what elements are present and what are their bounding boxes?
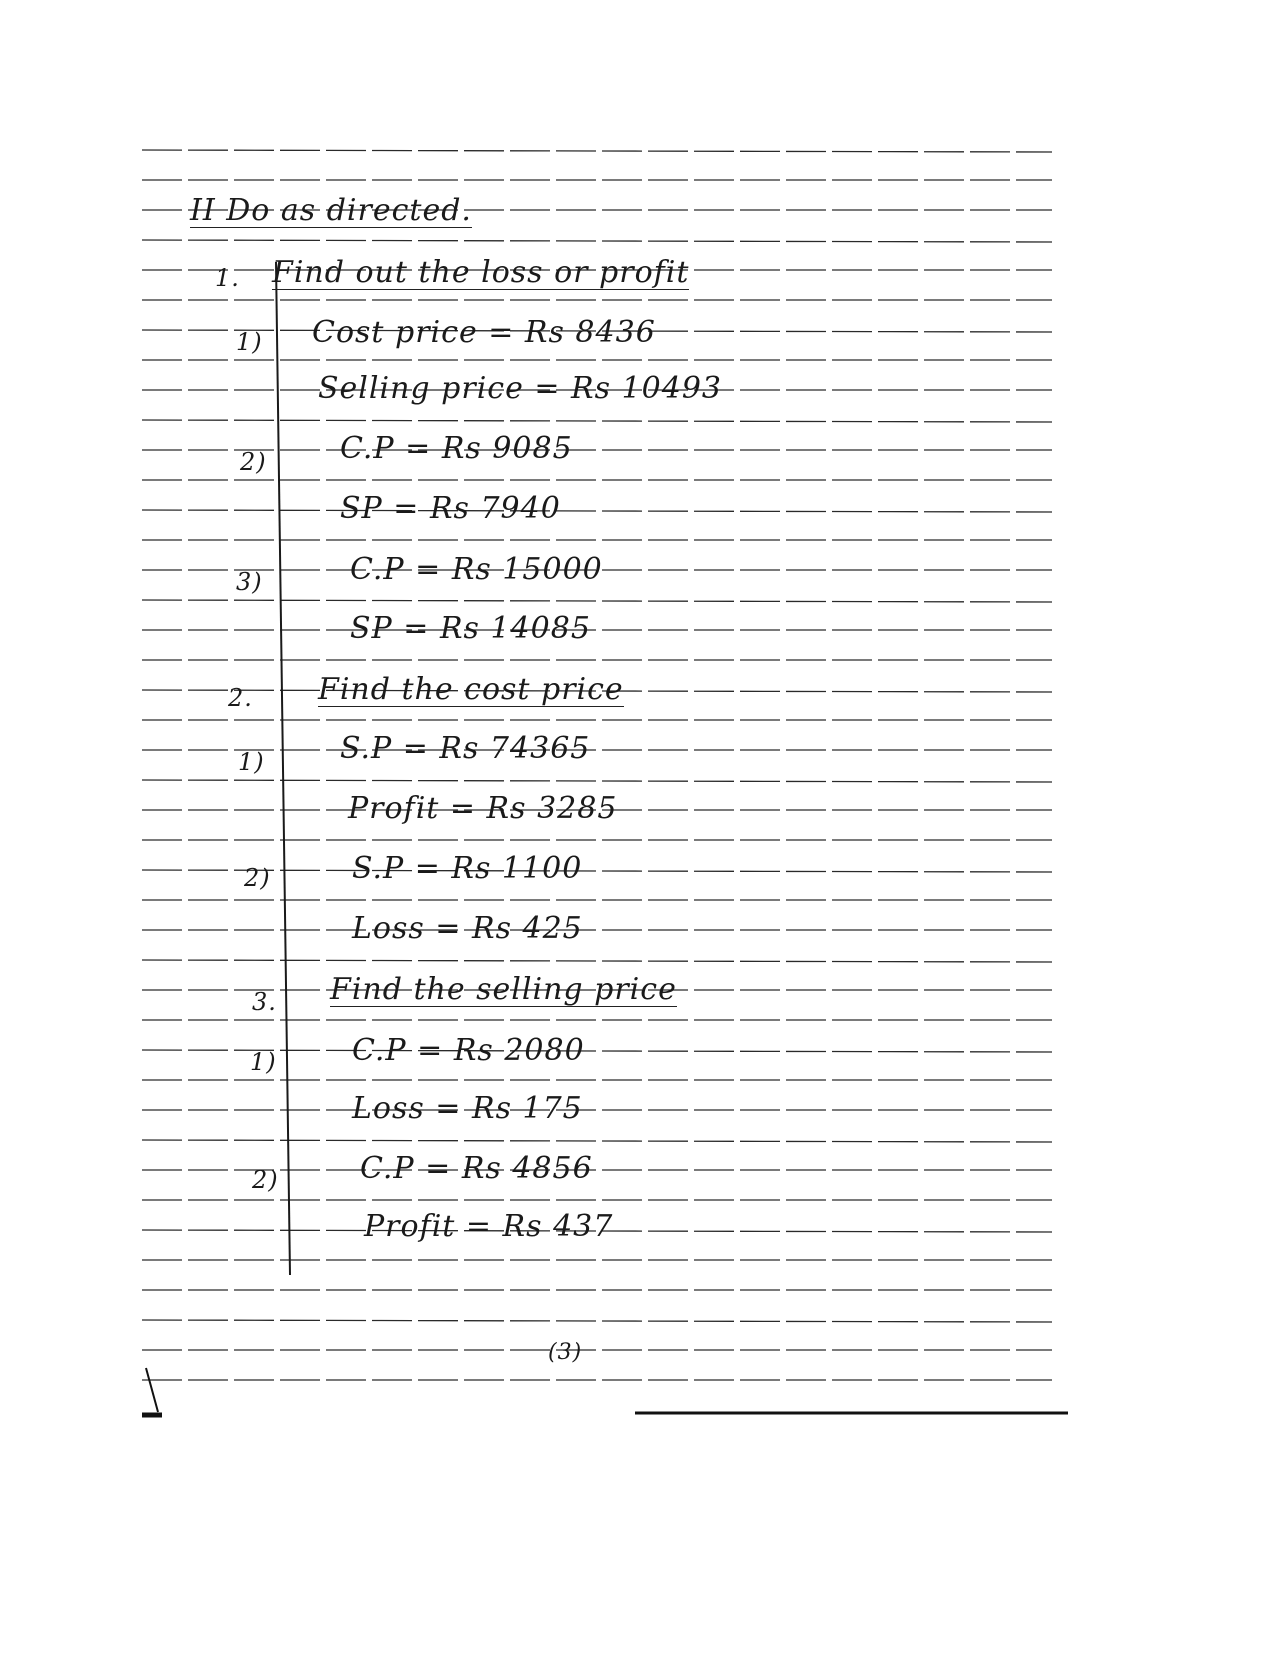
ruled-line	[142, 960, 1052, 962]
q3-item-2-line-1: C.P = Rs 4856	[360, 1151, 593, 1186]
ruled-line	[142, 870, 1052, 872]
ruled-line	[142, 240, 1052, 242]
section-heading: II Do as directed.	[190, 193, 472, 228]
q3-item-1-line-1: C.P = Rs 2080	[352, 1033, 585, 1068]
question-2-number: 2.	[228, 684, 253, 712]
ruled-line	[142, 780, 1052, 782]
q1-item-2-line-2: SP = Rs 7940	[340, 491, 561, 526]
margin-line	[276, 262, 290, 1275]
question-1-title: Find out the loss or profit	[272, 255, 690, 290]
q2-item-1-line-2: Profit = Rs 3285	[348, 791, 618, 826]
ruled-line	[142, 1140, 1052, 1142]
q1-item-3-number: 3)	[236, 568, 263, 596]
q3-item-2-line-2: Profit = Rs 437	[364, 1209, 614, 1244]
q1-item-1-line-1: Cost price = Rs 8436	[312, 315, 656, 350]
q1-item-2-line-1: C.P = Rs 9085	[340, 431, 573, 466]
q1-item-1-number: 1)	[236, 328, 263, 356]
q2-item-2-number: 2)	[244, 864, 271, 892]
ruled-line	[142, 1050, 1052, 1052]
q1-item-2-number: 2)	[240, 448, 267, 476]
edge-mark	[146, 1368, 158, 1412]
question-2-title: Find the cost price	[318, 672, 624, 707]
ruled-line	[142, 1320, 1052, 1322]
question-1-number: 1.	[215, 264, 240, 292]
q3-item-2-number: 2)	[252, 1166, 279, 1194]
q1-item-3-line-1: C.P = Rs 15000	[350, 552, 603, 587]
q2-item-1-line-1: S.P = Rs 74365	[340, 731, 591, 766]
ruled-line	[142, 600, 1052, 602]
q1-item-1-line-2: Selling price = Rs 10493	[318, 371, 723, 406]
question-3-title: Find the selling price	[330, 972, 677, 1007]
question-3-number: 3.	[252, 988, 277, 1016]
q1-item-3-line-2: SP = Rs 14085	[350, 611, 591, 646]
q3-item-1-number: 1)	[250, 1048, 277, 1076]
ruled-line	[142, 150, 1052, 152]
page-number: (3)	[548, 1340, 583, 1365]
q2-item-2-line-1: S.P = Rs 1100	[352, 851, 583, 886]
q2-item-2-line-2: Loss = Rs 425	[352, 911, 583, 946]
q2-item-1-number: 1)	[238, 748, 265, 776]
q3-item-1-line-2: Loss = Rs 175	[352, 1091, 583, 1126]
